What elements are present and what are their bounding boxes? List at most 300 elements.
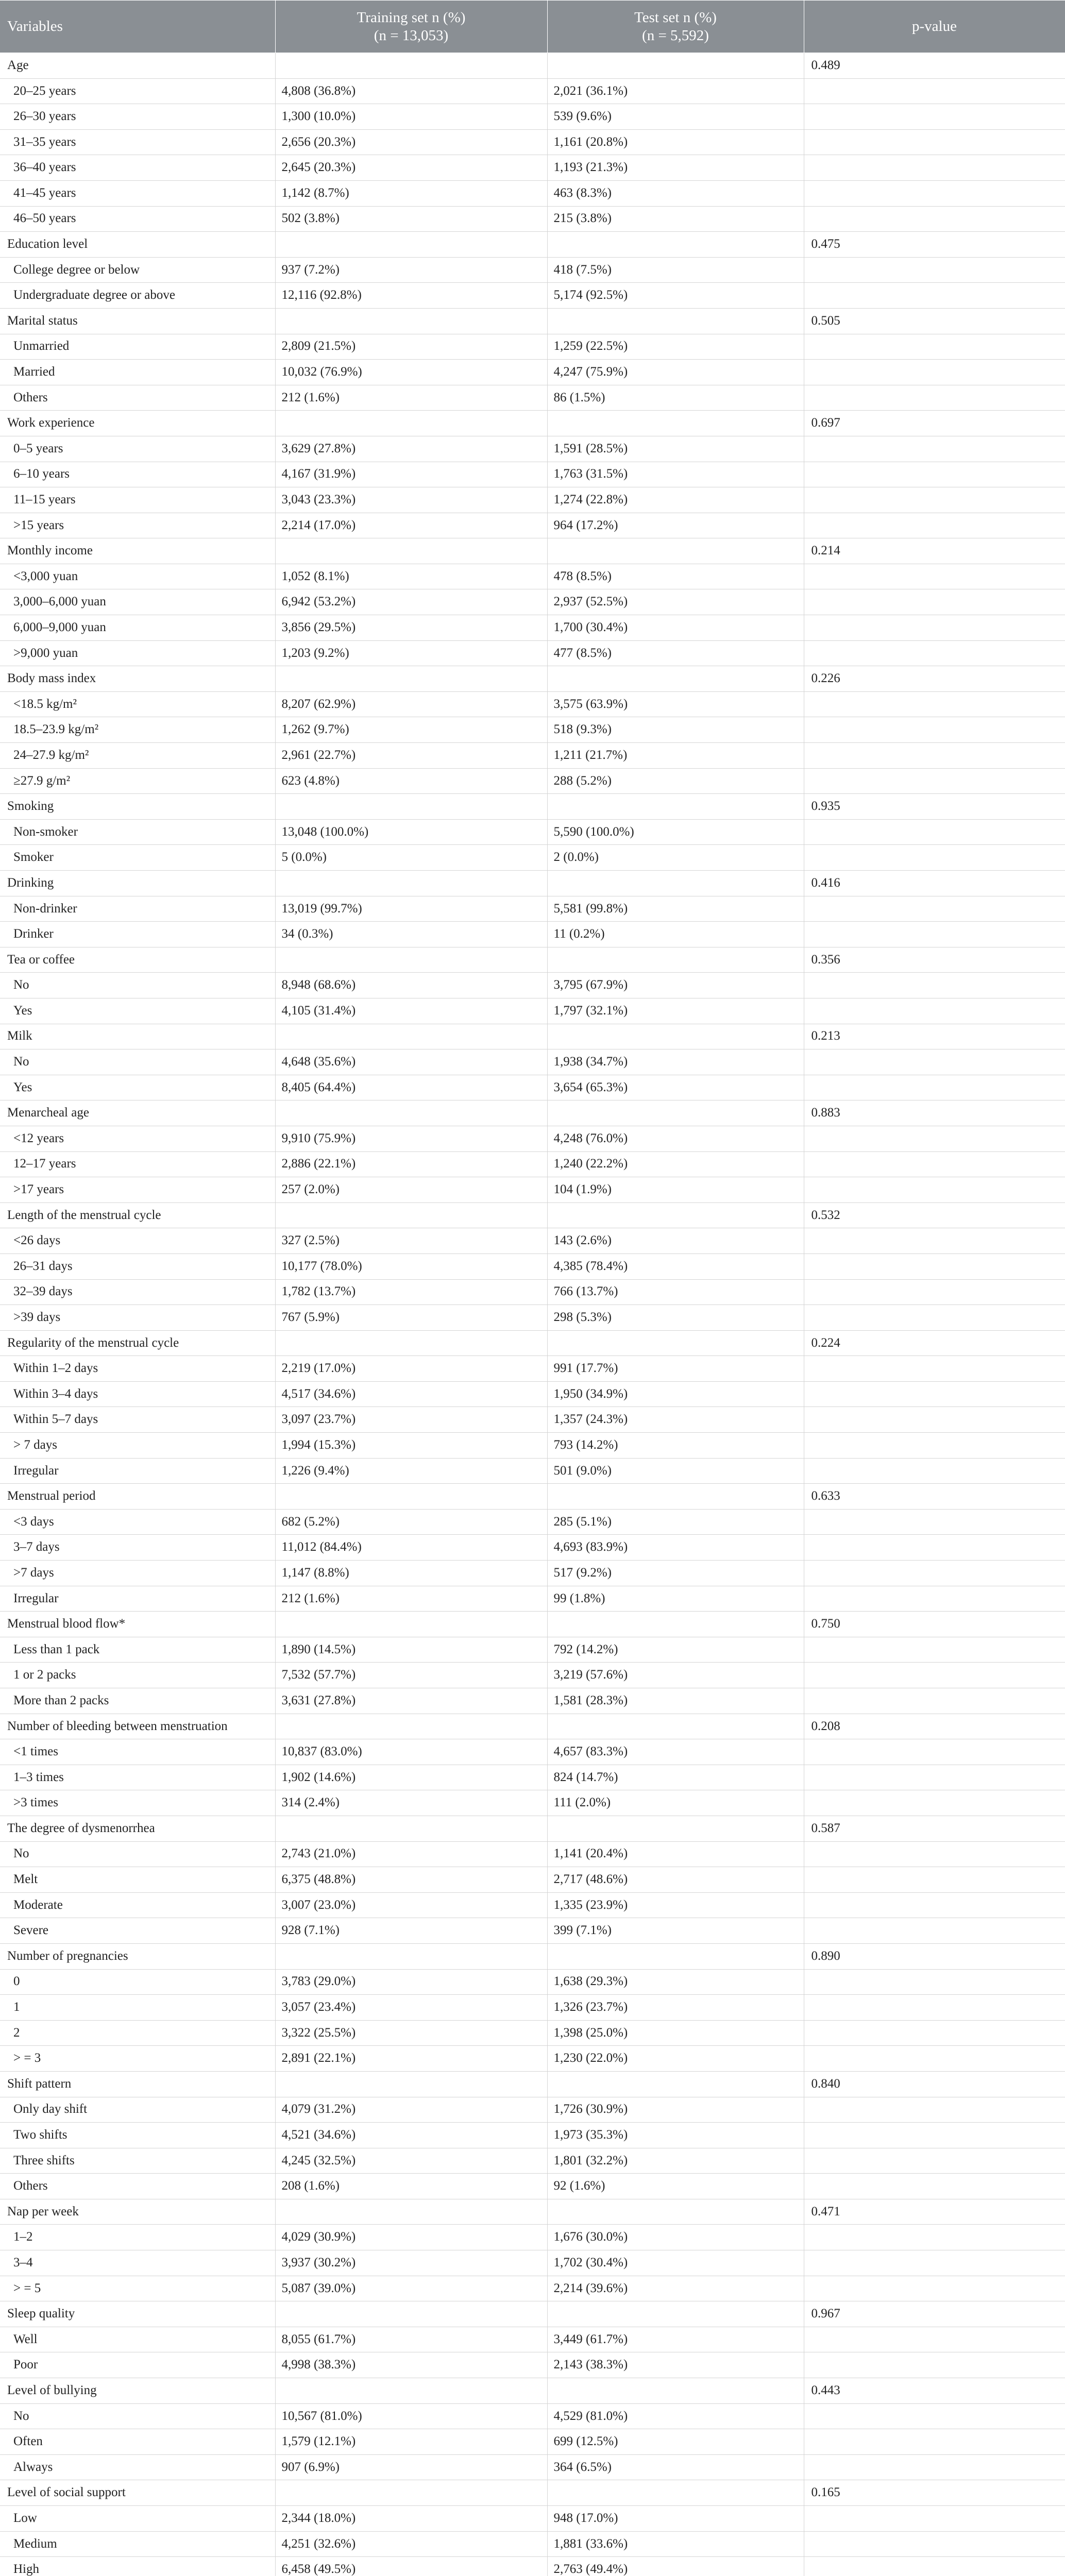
- row-label: 6,000–9,000 yuan: [0, 615, 275, 641]
- row-label: Within 5–7 days: [0, 1407, 275, 1433]
- p-value: 0.224: [804, 1330, 1065, 1356]
- p-value: [804, 896, 1065, 922]
- test-value: 4,248 (76.0%): [547, 1126, 804, 1151]
- row-label: Shift pattern: [0, 2071, 275, 2097]
- row-label: Milk: [0, 1024, 275, 1049]
- test-value: 793 (14.2%): [547, 1433, 804, 1459]
- row-label: Melt: [0, 1867, 275, 1893]
- training-value: 12,116 (92.8%): [275, 283, 547, 309]
- test-value: [547, 2199, 804, 2225]
- row-label: 3–7 days: [0, 1535, 275, 1561]
- test-value: 86 (1.5%): [547, 385, 804, 411]
- training-value: 2,961 (22.7%): [275, 743, 547, 769]
- table-group-row: [0, 411, 1065, 436]
- table-group-row: [0, 871, 1065, 896]
- p-value: 0.967: [804, 2301, 1065, 2327]
- training-value: [275, 1100, 547, 1126]
- row-label: 31–35 years: [0, 129, 275, 155]
- training-value: 6,942 (53.2%): [275, 589, 547, 615]
- training-value: 10,567 (81.0%): [275, 2403, 547, 2429]
- test-value: [547, 411, 804, 436]
- test-value: [547, 2480, 804, 2506]
- p-value: [804, 2174, 1065, 2199]
- table-row: [0, 1075, 1065, 1100]
- header-training-n: (n = 13,053): [374, 27, 449, 44]
- table-row: [0, 1407, 1065, 1433]
- training-value: 10,177 (78.0%): [275, 1253, 547, 1279]
- table-row: [0, 2020, 1065, 2046]
- row-label: <26 days: [0, 1228, 275, 1254]
- p-value: 0.840: [804, 2071, 1065, 2097]
- table-row: [0, 2148, 1065, 2174]
- training-value: [275, 308, 547, 334]
- table-row: [0, 1867, 1065, 1893]
- table-row: [0, 717, 1065, 743]
- p-value: [804, 640, 1065, 666]
- row-label: Yes: [0, 998, 275, 1024]
- row-label: 6–10 years: [0, 462, 275, 487]
- table-row: [0, 1765, 1065, 1790]
- training-value: 4,648 (35.6%): [275, 1049, 547, 1075]
- p-value: [804, 1381, 1065, 1407]
- p-value: [804, 1253, 1065, 1279]
- row-label: Poor: [0, 2352, 275, 2378]
- test-value: 1,881 (33.6%): [547, 2531, 804, 2557]
- row-label: > = 3: [0, 2046, 275, 2072]
- row-label: 2: [0, 2020, 275, 2046]
- table-group-row: [0, 1100, 1065, 1126]
- test-value: 1,240 (22.2%): [547, 1151, 804, 1177]
- table-row: [0, 743, 1065, 769]
- row-label: 18.5–23.9 kg/m²: [0, 717, 275, 743]
- training-value: [275, 871, 547, 896]
- training-value: 2,214 (17.0%): [275, 513, 547, 538]
- test-value: 3,449 (61.7%): [547, 2327, 804, 2352]
- row-label: Less than 1 pack: [0, 1637, 275, 1663]
- training-value: 937 (7.2%): [275, 257, 547, 283]
- row-label: Two shifts: [0, 2123, 275, 2148]
- row-label: >17 years: [0, 1177, 275, 1203]
- table-row: [0, 2250, 1065, 2276]
- table-row: [0, 615, 1065, 641]
- table-row: [0, 1433, 1065, 1459]
- training-value: 1,994 (15.3%): [275, 1433, 547, 1459]
- test-value: 2 (0.0%): [547, 845, 804, 871]
- p-value: [804, 1739, 1065, 1765]
- row-label: 32–39 days: [0, 1279, 275, 1305]
- table-group-row: [0, 1330, 1065, 1356]
- p-value: [804, 1535, 1065, 1561]
- test-value: 4,693 (83.9%): [547, 1535, 804, 1561]
- row-label: Three shifts: [0, 2148, 275, 2174]
- training-value: 13,048 (100.0%): [275, 819, 547, 845]
- p-value: 0.633: [804, 1484, 1065, 1510]
- p-value: 0.356: [804, 947, 1065, 973]
- training-value: 212 (1.6%): [275, 1586, 547, 1612]
- p-value: [804, 78, 1065, 104]
- p-value: [804, 1688, 1065, 1714]
- training-value: 7,532 (57.7%): [275, 1663, 547, 1688]
- p-value: [804, 615, 1065, 641]
- row-label: Others: [0, 385, 275, 411]
- row-label: No: [0, 1049, 275, 1075]
- row-label: College degree or below: [0, 257, 275, 283]
- p-value: [804, 385, 1065, 411]
- header-test-label: Test set n (%): [634, 9, 717, 26]
- row-label: Length of the menstrual cycle: [0, 1202, 275, 1228]
- table-row: [0, 2276, 1065, 2301]
- row-label: Undergraduate degree or above: [0, 283, 275, 309]
- test-value: 104 (1.9%): [547, 1177, 804, 1203]
- table-group-row: [0, 2378, 1065, 2404]
- row-label: Work experience: [0, 411, 275, 436]
- row-label: <3 days: [0, 1509, 275, 1535]
- row-label: Education level: [0, 232, 275, 258]
- row-label: Monthly income: [0, 538, 275, 564]
- p-value: [804, 845, 1065, 871]
- table-row: [0, 2531, 1065, 2557]
- p-value: 0.214: [804, 538, 1065, 564]
- p-value: [804, 104, 1065, 130]
- test-value: 2,717 (48.6%): [547, 1867, 804, 1893]
- training-value: 3,097 (23.7%): [275, 1407, 547, 1433]
- test-value: 143 (2.6%): [547, 1228, 804, 1254]
- table-row: [0, 1509, 1065, 1535]
- p-value: [804, 589, 1065, 615]
- test-value: 824 (14.7%): [547, 1765, 804, 1790]
- test-value: 1,702 (30.4%): [547, 2250, 804, 2276]
- test-value: 1,797 (32.1%): [547, 998, 804, 1024]
- training-value: 1,226 (9.4%): [275, 1458, 547, 1484]
- table-row: [0, 998, 1065, 1024]
- table-row: [0, 360, 1065, 385]
- row-label: 1–3 times: [0, 1765, 275, 1790]
- p-value: [804, 1433, 1065, 1459]
- test-value: 1,700 (30.4%): [547, 615, 804, 641]
- training-value: 327 (2.5%): [275, 1228, 547, 1254]
- table-group-row: [0, 1202, 1065, 1228]
- table-row: [0, 589, 1065, 615]
- p-value: [804, 819, 1065, 845]
- p-value: [804, 1509, 1065, 1535]
- test-value: 1,274 (22.8%): [547, 487, 804, 513]
- row-label: Body mass index: [0, 666, 275, 692]
- test-value: 3,575 (63.9%): [547, 691, 804, 717]
- test-value: [547, 794, 804, 820]
- row-label: Nap per week: [0, 2199, 275, 2225]
- test-value: 5,581 (99.8%): [547, 896, 804, 922]
- p-value: 0.890: [804, 1943, 1065, 1969]
- training-value: 8,207 (62.9%): [275, 691, 547, 717]
- p-value: [804, 487, 1065, 513]
- p-value: 0.883: [804, 1100, 1065, 1126]
- header-pvalue: p-value: [804, 1, 1065, 53]
- row-label: No: [0, 973, 275, 998]
- test-value: 1,230 (22.0%): [547, 2046, 804, 2072]
- training-value: 4,521 (34.6%): [275, 2123, 547, 2148]
- table-group-row: [0, 1484, 1065, 1510]
- row-label: Number of bleeding between menstruation: [0, 1714, 275, 1739]
- table-row: [0, 2506, 1065, 2532]
- table-row: [0, 129, 1065, 155]
- test-value: [547, 1943, 804, 1969]
- p-value: [804, 1305, 1065, 1331]
- training-value: 2,886 (22.1%): [275, 1151, 547, 1177]
- training-value: 6,458 (49.5%): [275, 2557, 547, 2576]
- training-value: 1,782 (13.7%): [275, 1279, 547, 1305]
- training-value: 2,656 (20.3%): [275, 129, 547, 155]
- row-label: 3–4: [0, 2250, 275, 2276]
- table-row: [0, 462, 1065, 487]
- test-value: 3,795 (67.9%): [547, 973, 804, 998]
- training-value: 1,203 (9.2%): [275, 640, 547, 666]
- test-value: 288 (5.2%): [547, 768, 804, 794]
- table-row: [0, 1458, 1065, 1484]
- row-label: >9,000 yuan: [0, 640, 275, 666]
- training-value: [275, 2071, 547, 2097]
- training-value: 3,937 (30.2%): [275, 2250, 547, 2276]
- test-value: 1,638 (29.3%): [547, 1969, 804, 1995]
- test-value: 1,211 (21.7%): [547, 743, 804, 769]
- test-value: [547, 1024, 804, 1049]
- test-value: 1,676 (30.0%): [547, 2225, 804, 2250]
- row-label: ≥27.9 g/m²: [0, 768, 275, 794]
- training-value: 502 (3.8%): [275, 206, 547, 232]
- training-value: [275, 1330, 547, 1356]
- row-label: 0–5 years: [0, 436, 275, 462]
- p-value: [804, 2506, 1065, 2532]
- test-value: 5,174 (92.5%): [547, 283, 804, 309]
- row-label: Regularity of the menstrual cycle: [0, 1330, 275, 1356]
- p-value: [804, 1561, 1065, 1586]
- training-value: 3,057 (23.4%): [275, 1995, 547, 2021]
- p-value: [804, 2327, 1065, 2352]
- row-label: Menstrual blood flow*: [0, 1612, 275, 1637]
- row-label: Medium: [0, 2531, 275, 2557]
- training-value: 314 (2.4%): [275, 1790, 547, 1816]
- row-label: Drinker: [0, 922, 275, 947]
- test-value: [547, 1100, 804, 1126]
- training-value: 3,631 (27.8%): [275, 1688, 547, 1714]
- test-value: 2,763 (49.4%): [547, 2557, 804, 2576]
- training-value: 907 (6.9%): [275, 2454, 547, 2480]
- row-label: Severe: [0, 1918, 275, 1944]
- training-value: 4,105 (31.4%): [275, 998, 547, 1024]
- training-value: 5,087 (39.0%): [275, 2276, 547, 2301]
- table-group-row: [0, 53, 1065, 79]
- training-value: 1,147 (8.8%): [275, 1561, 547, 1586]
- p-value: [804, 1407, 1065, 1433]
- training-value: 4,251 (32.6%): [275, 2531, 547, 2557]
- table-row: [0, 1279, 1065, 1305]
- test-value: 1,973 (35.3%): [547, 2123, 804, 2148]
- test-value: 1,726 (30.9%): [547, 2097, 804, 2123]
- training-value: 8,948 (68.6%): [275, 973, 547, 998]
- training-value: 9,910 (75.9%): [275, 1126, 547, 1151]
- table-row: [0, 385, 1065, 411]
- training-value: 3,856 (29.5%): [275, 615, 547, 641]
- test-value: 4,529 (81.0%): [547, 2403, 804, 2429]
- table-row: [0, 2327, 1065, 2352]
- training-value: [275, 2199, 547, 2225]
- test-value: [547, 232, 804, 258]
- test-value: 1,950 (34.9%): [547, 1381, 804, 1407]
- p-value: 0.750: [804, 1612, 1065, 1637]
- table-group-row: [0, 947, 1065, 973]
- p-value: [804, 155, 1065, 181]
- table-row: [0, 1586, 1065, 1612]
- table-row: [0, 1177, 1065, 1203]
- p-value: [804, 2123, 1065, 2148]
- training-value: 2,743 (21.0%): [275, 1841, 547, 1867]
- table-row: [0, 2403, 1065, 2429]
- test-value: 1,763 (31.5%): [547, 462, 804, 487]
- table-group-row: [0, 2480, 1065, 2506]
- table-row: [0, 2123, 1065, 2148]
- table-row: [0, 2046, 1065, 2072]
- p-value: 0.208: [804, 1714, 1065, 1739]
- table-row: [0, 436, 1065, 462]
- table-row: [0, 283, 1065, 309]
- test-value: 539 (9.6%): [547, 104, 804, 130]
- table-row: [0, 1356, 1065, 1382]
- table-row: [0, 1535, 1065, 1561]
- test-value: 1,398 (25.0%): [547, 2020, 804, 2046]
- test-value: 1,581 (28.3%): [547, 1688, 804, 1714]
- row-label: Tea or coffee: [0, 947, 275, 973]
- row-label: Well: [0, 2327, 275, 2352]
- test-value: [547, 2071, 804, 2097]
- row-label: 1 or 2 packs: [0, 1663, 275, 1688]
- row-label: <3,000 yuan: [0, 564, 275, 589]
- p-value: [804, 2020, 1065, 2046]
- table-row: [0, 1739, 1065, 1765]
- test-value: [547, 666, 804, 692]
- p-value: [804, 360, 1065, 385]
- p-value: [804, 2225, 1065, 2250]
- table-group-row: [0, 666, 1065, 692]
- training-value: 2,891 (22.1%): [275, 2046, 547, 2072]
- training-value: [275, 666, 547, 692]
- row-label: Irregular: [0, 1458, 275, 1484]
- training-value: 4,167 (31.9%): [275, 462, 547, 487]
- p-value: [804, 436, 1065, 462]
- test-value: 399 (7.1%): [547, 1918, 804, 1944]
- training-value: 767 (5.9%): [275, 1305, 547, 1331]
- p-value: [804, 1918, 1065, 1944]
- test-value: [547, 1202, 804, 1228]
- test-value: 477 (8.5%): [547, 640, 804, 666]
- test-value: 2,021 (36.1%): [547, 78, 804, 104]
- test-value: 1,591 (28.5%): [547, 436, 804, 462]
- table-row: [0, 2429, 1065, 2455]
- table-group-row: [0, 2199, 1065, 2225]
- table-row: [0, 1688, 1065, 1714]
- table-row: [0, 1918, 1065, 1944]
- table-row: [0, 922, 1065, 947]
- p-value: [804, 1151, 1065, 1177]
- test-value: 11 (0.2%): [547, 922, 804, 947]
- table-row: [0, 1151, 1065, 1177]
- test-value: 4,247 (75.9%): [547, 360, 804, 385]
- row-label: Always: [0, 2454, 275, 2480]
- table-group-row: [0, 308, 1065, 334]
- training-value: 623 (4.8%): [275, 768, 547, 794]
- p-value: [804, 1356, 1065, 1382]
- table-row: [0, 1663, 1065, 1688]
- row-label: 0: [0, 1969, 275, 1995]
- training-value: 682 (5.2%): [275, 1509, 547, 1535]
- training-value: 34 (0.3%): [275, 922, 547, 947]
- table-row: [0, 1892, 1065, 1918]
- table-row: [0, 1049, 1065, 1075]
- training-value: 13,019 (99.7%): [275, 896, 547, 922]
- p-value: [804, 2429, 1065, 2455]
- row-label: More than 2 packs: [0, 1688, 275, 1714]
- training-value: 10,837 (83.0%): [275, 1739, 547, 1765]
- p-value: 0.443: [804, 2378, 1065, 2404]
- p-value: [804, 1995, 1065, 2021]
- p-value: 0.532: [804, 1202, 1065, 1228]
- table-row: [0, 1305, 1065, 1331]
- test-value: 766 (13.7%): [547, 1279, 804, 1305]
- training-value: 2,809 (21.5%): [275, 334, 547, 360]
- row-label: Unmarried: [0, 334, 275, 360]
- table-row: [0, 2174, 1065, 2199]
- test-value: 1,335 (23.9%): [547, 1892, 804, 1918]
- training-value: 11,012 (84.4%): [275, 1535, 547, 1561]
- row-label: Sleep quality: [0, 2301, 275, 2327]
- table-body: [0, 53, 1065, 2576]
- training-value: 4,029 (30.9%): [275, 2225, 547, 2250]
- p-value: 0.935: [804, 794, 1065, 820]
- test-value: 215 (3.8%): [547, 206, 804, 232]
- table-row: [0, 2225, 1065, 2250]
- test-value: [547, 1612, 804, 1637]
- row-label: 41–45 years: [0, 180, 275, 206]
- p-value: [804, 1228, 1065, 1254]
- test-value: [547, 2301, 804, 2327]
- training-value: 5 (0.0%): [275, 845, 547, 871]
- p-value: 0.489: [804, 53, 1065, 79]
- test-value: 5,590 (100.0%): [547, 819, 804, 845]
- p-value: 0.226: [804, 666, 1065, 692]
- p-value: [804, 2403, 1065, 2429]
- table-group-row: [0, 538, 1065, 564]
- test-value: [547, 1330, 804, 1356]
- p-value: 0.505: [804, 308, 1065, 334]
- test-value: 1,193 (21.3%): [547, 155, 804, 181]
- table-row: [0, 206, 1065, 232]
- test-value: [547, 1484, 804, 1510]
- table-row: [0, 155, 1065, 181]
- p-value: [804, 129, 1065, 155]
- p-value: [804, 462, 1065, 487]
- table-row: [0, 564, 1065, 589]
- training-value: 1,142 (8.7%): [275, 180, 547, 206]
- row-label: Only day shift: [0, 2097, 275, 2123]
- p-value: [804, 2352, 1065, 2378]
- table-row: [0, 1841, 1065, 1867]
- table-row: [0, 819, 1065, 845]
- test-value: [547, 871, 804, 896]
- table-row: [0, 257, 1065, 283]
- table-row: [0, 1228, 1065, 1254]
- training-value: 4,808 (36.8%): [275, 78, 547, 104]
- header-variables: Variables: [0, 1, 275, 53]
- row-label: 26–30 years: [0, 104, 275, 130]
- row-label: Within 3–4 days: [0, 1381, 275, 1407]
